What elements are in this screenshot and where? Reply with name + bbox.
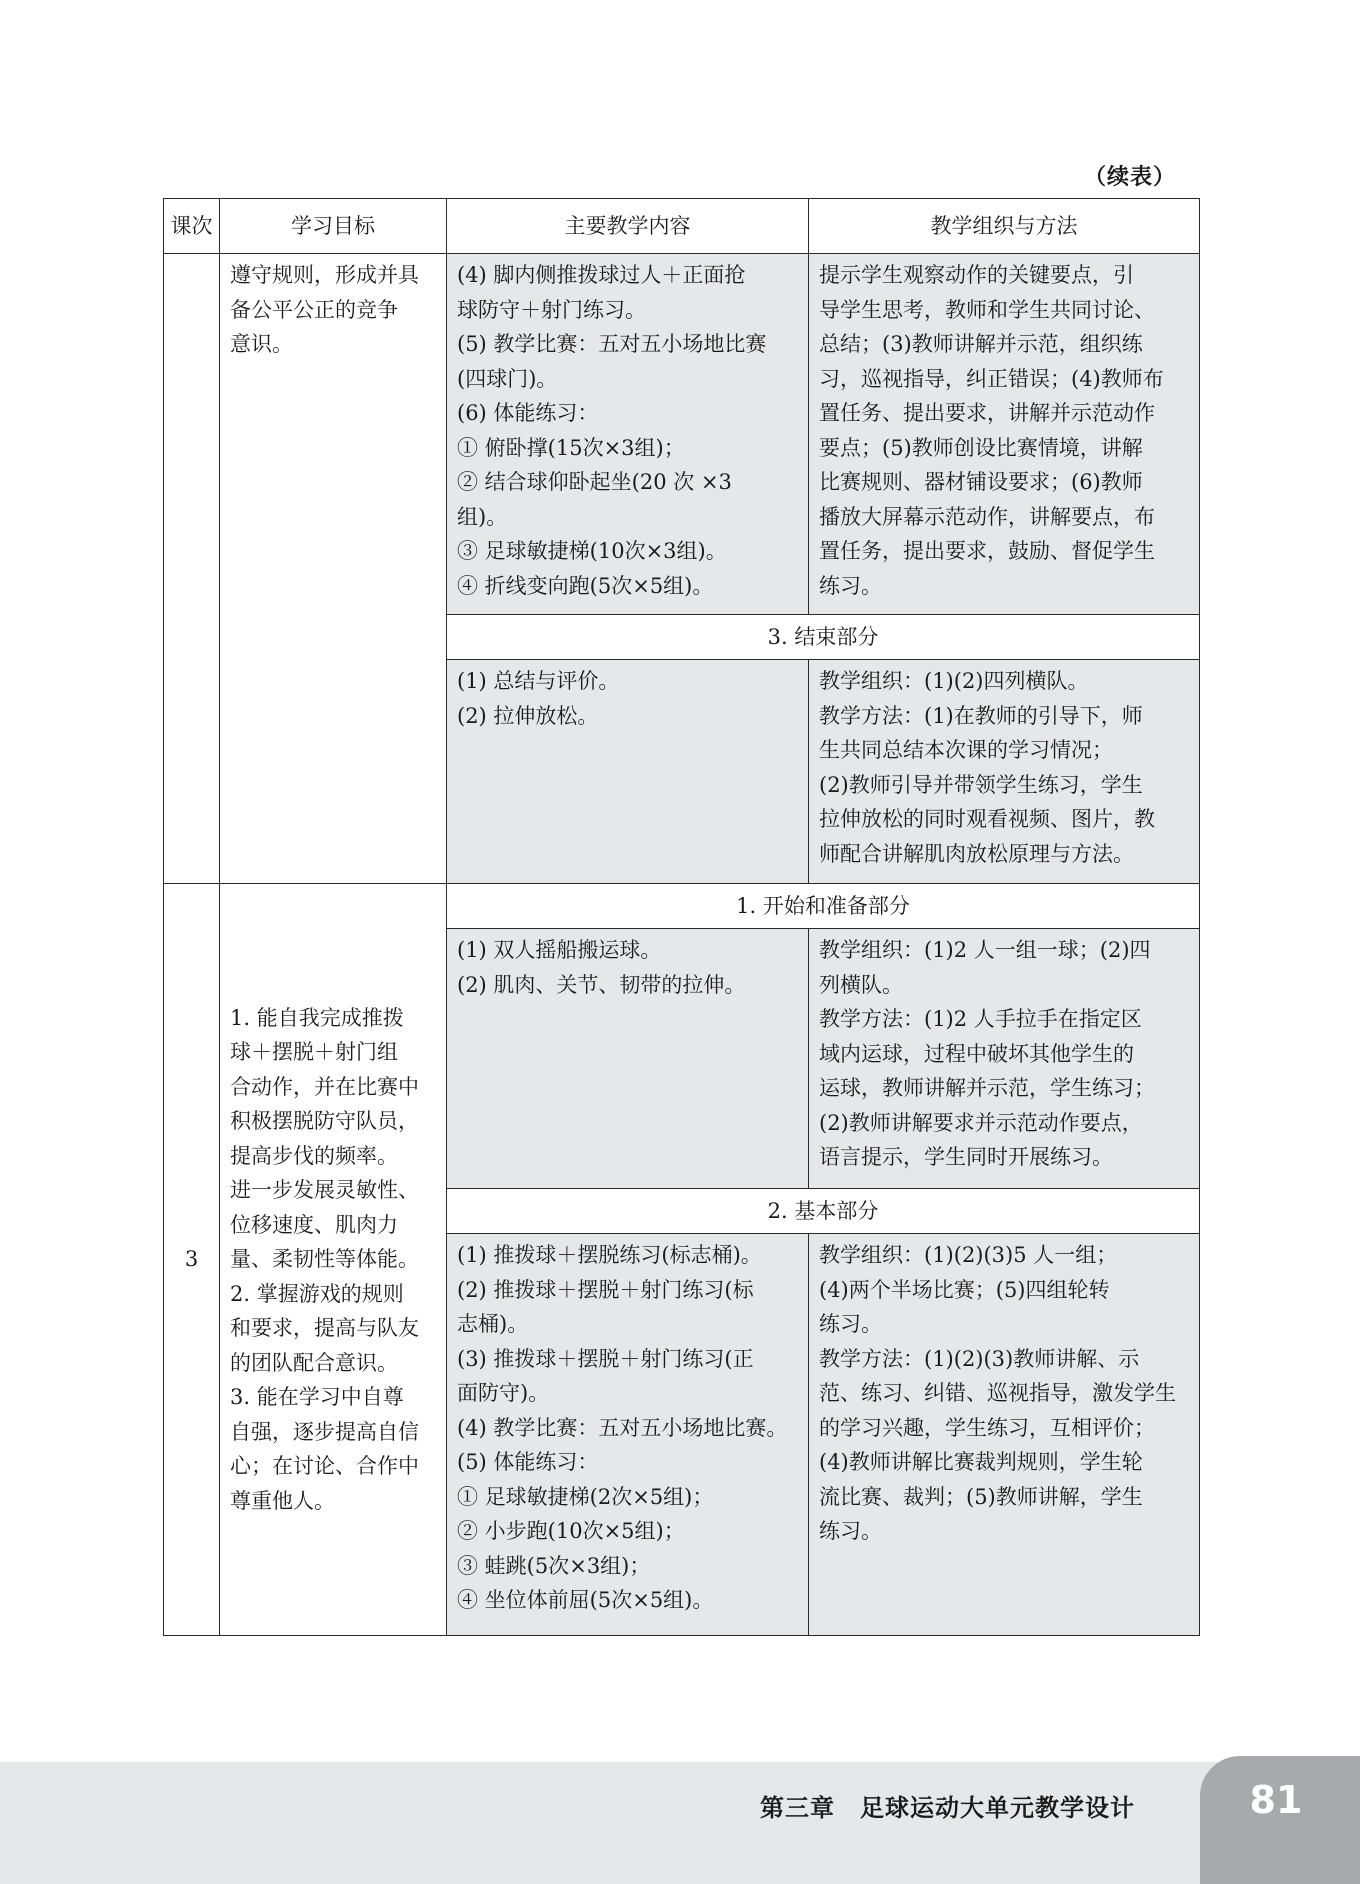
text-line: (4) 脚内侧推拨球过人＋正面抢	[457, 263, 746, 287]
lesson3-basic-content	[447, 1234, 809, 1636]
text-line: (2) 拉伸放松。	[457, 703, 599, 728]
text-line: 意识。	[230, 332, 293, 356]
text-line: (4)教师讲解比赛裁判规则，学生轮	[819, 1450, 1143, 1474]
lesson3-basic-method	[809, 1234, 1200, 1636]
text-line: 教学组织：(1)2 人一组一球；(2)四	[819, 938, 1151, 962]
prev-basic-row	[164, 254, 1200, 615]
text-line: 比赛规则、器材铺设要求；(6)教师	[819, 470, 1143, 494]
text-line: 流比赛、裁判；(5)教师讲解，学生	[819, 1484, 1143, 1509]
text-line: 教学组织：(1)(2)四列横队。	[819, 669, 1089, 693]
section-title-basic: 2. 基本部分	[447, 1189, 1200, 1234]
prev-end-content	[447, 660, 809, 884]
text-line: 练习。	[819, 573, 882, 598]
text-line: ② 小步跑(10次×5组)；	[457, 1519, 685, 1543]
text-line: 教学组织：(1)(2)(3)5 人一组；	[819, 1243, 1118, 1267]
text-line: 遵守规则，形成并具	[230, 263, 419, 287]
text-line: (6) 体能练习：	[457, 401, 599, 425]
lesson-number: 3	[164, 884, 220, 1636]
text-line: 习，巡视指导，纠正错误；(4)教师布	[819, 366, 1164, 391]
text-line: 的学习兴趣，学生练习，互相评价；	[819, 1415, 1155, 1440]
text-line: ④ 折线变向跑(5次×5组)。	[457, 573, 714, 598]
header-method: 教学组织与方法	[809, 199, 1200, 254]
text-line: 教学方法：(1)在教师的引导下，师	[819, 703, 1143, 728]
text-line: 导学生思考，教师和学生共同讨论、	[819, 297, 1155, 322]
lesson-plan-table	[163, 198, 1200, 1636]
text-line: ① 俯卧撑(15次×3组)；	[457, 435, 685, 460]
text-line: ② 结合球仰卧起坐(20 次 ×3	[457, 470, 732, 494]
text-line: (4) 教学比赛：五对五小场地比赛。	[457, 1415, 788, 1440]
text-line: 教学方法：(1)2 人手拉手在指定区	[819, 1007, 1142, 1031]
text-line: 自强，逐步提高自信	[230, 1419, 419, 1444]
prev-goal-cell	[220, 254, 447, 884]
text-line: ③ 足球敏捷梯(10次×3组)。	[457, 539, 727, 563]
text-line: (四球门)。	[457, 366, 558, 391]
lesson3-warmup-method	[809, 929, 1200, 1189]
text-line: 总结；(3)教师讲解并示范，组织练	[819, 332, 1143, 356]
text-line: 尊重他人。	[230, 1488, 335, 1513]
text-line: ① 足球敏捷梯(2次×5组)；	[457, 1484, 714, 1509]
text-line: (4)两个半场比赛；(5)四组轮转	[819, 1277, 1110, 1302]
text-line: 置任务、提出要求，讲解并示范动作	[819, 401, 1155, 425]
prev-lesson-cell	[164, 254, 220, 884]
text-line: 提高步伐的频率。	[230, 1143, 398, 1168]
header-goals: 学习目标	[220, 199, 447, 254]
text-line: 量、柔韧性等体能。	[230, 1247, 419, 1272]
lesson3-goal-cell	[220, 884, 447, 1636]
text-line: 域内运球，过程中破坏其他学生的	[819, 1041, 1134, 1066]
text-line: 置任务，提出要求，鼓励、督促学生	[819, 539, 1155, 563]
text-line: 组)。	[457, 504, 508, 529]
text-line: (1) 推拨球＋摆脱练习(标志桶)。	[457, 1243, 762, 1267]
text-line: 2. 掌握游戏的规则	[230, 1281, 404, 1306]
text-line: (2)教师引导并带领学生练习，学生	[819, 772, 1143, 797]
text-line: 位移速度、肌肉力	[230, 1212, 398, 1237]
header-content: 主要教学内容	[447, 199, 809, 254]
text-line: 教学方法：(1)(2)(3)教师讲解、示	[819, 1346, 1140, 1371]
text-line: 提示学生观察动作的关键要点，引	[819, 263, 1134, 287]
text-line: 师配合讲解肌肉放松原理与方法。	[819, 841, 1134, 866]
text-line: 球＋摆脱＋射门组	[230, 1040, 398, 1065]
text-line: 心；在讨论、合作中	[230, 1454, 419, 1479]
text-line: 的团队配合意识。	[230, 1350, 398, 1375]
text-line: (1) 双人摇船搬运球。	[457, 938, 662, 962]
text-line: 面防守)。	[457, 1381, 550, 1405]
section-title-end: 3. 结束部分	[447, 615, 1200, 660]
header-lesson: 课次	[164, 199, 220, 254]
text-line: (2) 推拨球＋摆脱＋射门练习(标	[457, 1277, 754, 1302]
text-line: (3) 推拨球＋摆脱＋射门练习(正	[457, 1346, 754, 1371]
text-line: 备公平公正的竞争	[230, 297, 398, 322]
text-line: 范、练习、纠错、巡视指导，激发学生	[819, 1381, 1176, 1405]
text-line: (5) 教学比赛：五对五小场地比赛	[457, 332, 767, 356]
text-line: 和要求，提高与队友	[230, 1316, 419, 1341]
text-line: 列横队。	[819, 972, 903, 997]
section-title-warmup: 1. 开始和准备部分	[447, 884, 1200, 929]
text-line: 3. 能在学习中自尊	[230, 1385, 404, 1410]
text-line: 球防守＋射门练习。	[457, 297, 646, 322]
lesson3-warmup-content	[447, 929, 809, 1189]
text-line: 拉伸放松的同时观看视频、图片，教	[819, 807, 1155, 831]
prev-end-method	[809, 660, 1200, 884]
text-line: 要点；(5)教师创设比赛情境，讲解	[819, 435, 1143, 460]
table-header-row	[164, 199, 1200, 254]
text-line: (2) 肌肉、关节、韧带的拉伸。	[457, 972, 746, 997]
text-line: (2)教师讲解要求并示范动作要点，	[819, 1110, 1143, 1135]
text-line: 合动作，并在比赛中	[230, 1074, 419, 1099]
text-line: ④ 坐位体前屈(5次×5组)。	[457, 1588, 714, 1612]
text-line: 播放大屏幕示范动作，讲解要点，布	[819, 504, 1155, 529]
prev-basic-method	[809, 254, 1200, 615]
chapter-title: 第三章 足球运动大单元教学设计	[760, 1794, 1135, 1822]
text-line: (5) 体能练习：	[457, 1450, 599, 1474]
text-line: 进一步发展灵敏性、	[230, 1178, 419, 1203]
prev-basic-content	[447, 254, 809, 615]
text-line: 生共同总结本次课的学习情况；	[819, 738, 1113, 762]
text-line: 练习。	[819, 1312, 882, 1336]
text-line: ③ 蛙跳(5次×3组)；	[457, 1553, 651, 1578]
continued-label: （续表）	[1084, 165, 1177, 190]
text-line: 语言提示，学生同时开展练习。	[819, 1145, 1113, 1169]
section-row	[164, 884, 1200, 929]
text-line: 积极摆脱防守队员，	[230, 1109, 419, 1134]
text-line: 志桶)。	[457, 1312, 529, 1336]
text-line: 运球，教师讲解并示范，学生练习；	[819, 1076, 1155, 1100]
page-number: 81	[1249, 1778, 1303, 1822]
text-line: (1) 总结与评价。	[457, 669, 620, 693]
footer-band	[0, 1762, 1360, 1884]
text-line: 练习。	[819, 1519, 882, 1543]
text-line: 1. 能自我完成推拨	[230, 1005, 404, 1030]
